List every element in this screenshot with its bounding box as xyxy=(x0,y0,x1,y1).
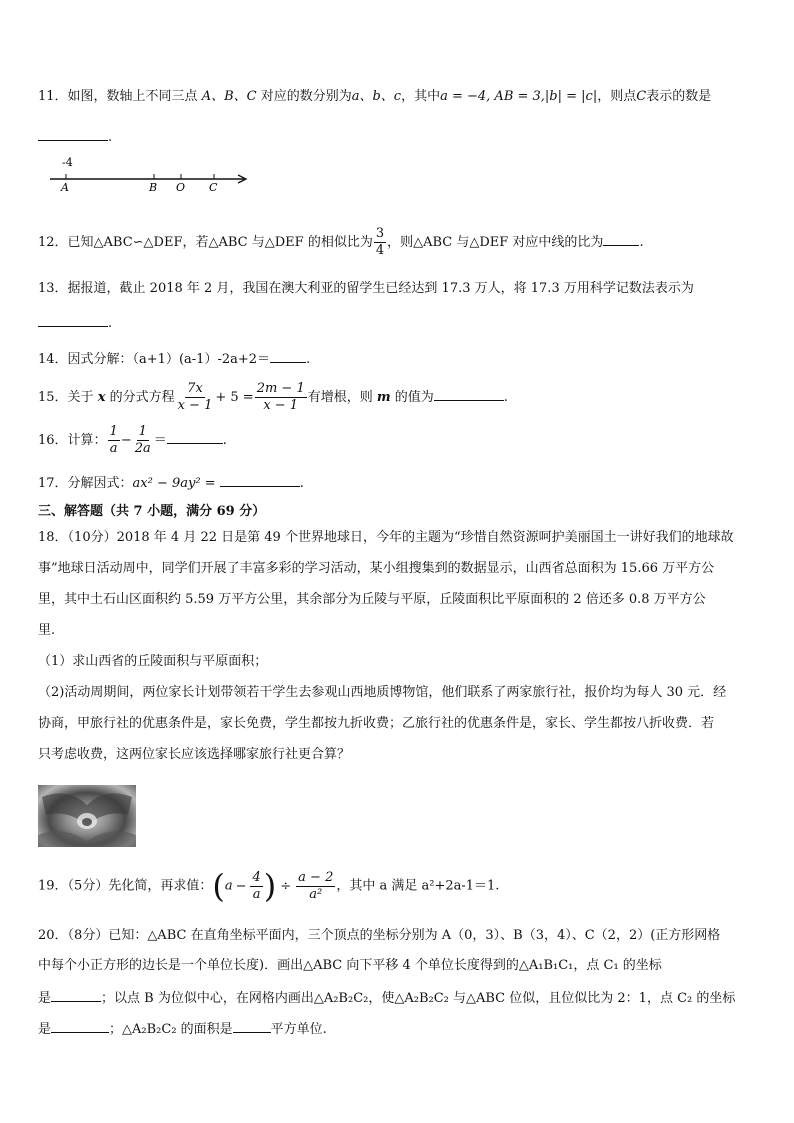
q15-var-m: m xyxy=(376,390,391,405)
q20-text-4b: ；△A₂B₂C₂ 的面积是 xyxy=(109,1022,233,1037)
q16-f2-num: 1 xyxy=(138,424,147,439)
question-16 xyxy=(38,421,227,461)
q16-answer-blank[interactable] xyxy=(167,430,223,444)
section-3-heading: 三、解答题（共 7 小题，满分 69 分） xyxy=(38,504,266,519)
q18-line-4: 里. xyxy=(38,623,56,638)
q19-f2-den: a² xyxy=(309,886,323,902)
q15-answer-blank[interactable] xyxy=(434,387,504,401)
q15-fraction-2 xyxy=(255,381,307,414)
q18-part-1: （1）求山西省的丘陵面积与平原面积； xyxy=(38,654,268,669)
q19-text-b: ，其中 a 满足 a²+2a-1＝1. xyxy=(336,878,500,894)
q20-line-4 xyxy=(38,1019,327,1039)
axis-label-c: C xyxy=(209,181,218,194)
q18-part-2-line-2: 协商，甲旅行社的优惠条件是，家长免费，学生都按九折收费；乙旅行社的优惠条件是，家长、学生都按八折收费．若 xyxy=(38,716,715,731)
museum-photo xyxy=(38,785,136,847)
question-18 xyxy=(38,522,768,770)
q12-frac-num: 3 xyxy=(375,226,385,241)
q20-text-4a: 是 xyxy=(38,1022,52,1037)
q12-tail: . xyxy=(639,235,644,250)
q19-fraction-2 xyxy=(296,870,335,903)
q20-line-1: 20．（8分）已知：△ABC 在直角坐标平面内，三个顶点的坐标分别为 A（0，3）、B（3，4）、C（2，2）(正方形网格 xyxy=(38,928,721,943)
q16-f2-den: 2a xyxy=(134,441,151,456)
q15-tail: . xyxy=(503,390,508,405)
q11-text-d: ，则点 xyxy=(597,89,637,104)
q11-tail: . xyxy=(108,130,113,145)
q15-var-x: x xyxy=(97,390,106,405)
q11-condition: a = −4, AB = 3,|b| = |c| xyxy=(440,89,598,104)
q19-left-paren: ( xyxy=(212,867,225,905)
axis-label-a: A xyxy=(61,181,69,194)
q15-text: 15．关于 xyxy=(38,390,98,405)
q16-fraction-2 xyxy=(133,424,153,457)
q12-answer-blank[interactable] xyxy=(603,232,639,246)
q14-tail: . xyxy=(306,352,311,367)
q11-text-b: 对应的数分别为 xyxy=(256,89,352,104)
q13-tail: . xyxy=(108,316,113,331)
q16-tail: . xyxy=(222,433,227,448)
q11-text-e: 表示的数是 xyxy=(646,89,712,104)
q19-f2-num: a − 2 xyxy=(298,869,334,885)
q15-text-c: 有增根，则 xyxy=(307,390,377,405)
q17-answer-blank[interactable] xyxy=(220,473,300,487)
q20-blank-c2[interactable] xyxy=(51,1019,109,1033)
question-15 xyxy=(38,378,508,418)
q15-fraction-1 xyxy=(176,381,215,414)
q11-point-c: C xyxy=(636,89,647,104)
q17-text: 17．分解因式： xyxy=(38,476,133,491)
number-line-figure xyxy=(44,155,254,195)
q18-part-2-line-1: （2)活动周期间，两位家长计划带领若干学生去参观山西地质博物馆，他们联系了两家旅行社，报价均为每人 30 元．经 xyxy=(38,685,727,700)
q16-f1-den: a xyxy=(109,441,118,456)
q12-frac-den: 4 xyxy=(375,243,385,258)
question-14 xyxy=(38,349,310,369)
q11-text: 11．如图，数轴上不同三点 xyxy=(38,89,202,104)
q18-line-1: 18．（10分）2018 年 4 月 22 日是第 49 个世界地球日，今年的主题为“珍惜自然资源呵护美丽国土一讲好我们的地球故 xyxy=(38,530,734,545)
axis-label-b: B xyxy=(149,181,158,194)
q20-line-3 xyxy=(38,988,735,1008)
question-19 xyxy=(38,860,499,913)
q15-text-d: 的值为 xyxy=(390,390,434,405)
q16-text: 16．计算： xyxy=(38,433,107,448)
q19-f1-den: a xyxy=(252,886,261,902)
q15-mid: + 5 = xyxy=(215,390,254,405)
q18-line-3: 里，其中土石山区面积约 5.59 万平方公里，其余部分为丘陵与平原，丘陵面积比平原面积的 2 倍还多 0.8 万平方公 xyxy=(38,592,706,607)
q19-var-a: a xyxy=(224,878,233,894)
q19-text: 19．（5分）先化简，再求值： xyxy=(38,878,213,894)
question-11 xyxy=(38,88,711,106)
question-17 xyxy=(38,473,304,493)
q11-points: A、B、C xyxy=(201,89,257,104)
q15-f1-num: 7x xyxy=(187,381,203,396)
q18-part-2-line-3: 只考虑收费，这两位家长应该选择哪家旅行社更合算？ xyxy=(38,747,351,762)
q11-answer-blank[interactable] xyxy=(38,127,108,141)
q19-div: ÷ xyxy=(280,878,292,894)
axis-top-label: -4 xyxy=(62,156,73,169)
q16-f1-num: 1 xyxy=(109,424,118,439)
q13-text: 13．据报道，截止 2018 年 2 月，我国在澳大利亚的留学生已经达到 17.3 万人，将 17.3 万用科学记数法表示为 xyxy=(38,281,694,296)
q12-ratio-fraction xyxy=(374,226,386,259)
q18-line-2: 事”地球日活动周中，同学们开展了丰富多彩的学习活动，某小组搜集到的数据显示，山西省总面积为 15.66 万平方公 xyxy=(38,561,715,576)
q11-vars: a、b、c xyxy=(351,89,402,104)
q15-text-b: 的分式方程 xyxy=(105,390,175,405)
q11-text-c: ，其中 xyxy=(401,89,441,104)
q20-line-2: 中每个小正方形的边长是一个单位长度)．画出△ABC 向下平移 4 个单位长度得到的△A₁B₁C₁，点 C₁ 的坐标 xyxy=(38,958,662,973)
q20-text-4c: 平方单位. xyxy=(270,1022,327,1037)
q19-fraction-1 xyxy=(250,870,262,903)
q15-f2-den: x − 1 xyxy=(263,398,299,413)
q19-right-paren: ) xyxy=(263,867,277,905)
q11-answer-line xyxy=(38,127,112,147)
q19-f1-num: 4 xyxy=(252,869,261,885)
q20-blank-area[interactable] xyxy=(233,1019,271,1033)
q13-answer-line xyxy=(38,313,112,333)
q14-answer-blank[interactable] xyxy=(270,349,306,363)
q16-fraction-1 xyxy=(108,424,120,457)
q19-minus: − xyxy=(235,878,247,894)
axis-label-o: O xyxy=(176,181,186,194)
q20-text-3b: ；以点 B 为位似中心，在网格内画出△A₂B₂C₂，使△A₂B₂C₂ 与△ABC 位似，且位似比为 2：1，点 C₂ 的坐标 xyxy=(101,991,736,1006)
q12-text-b: ，则△ABC 与△DEF 对应中线的比为 xyxy=(387,235,604,250)
q17-tail: . xyxy=(299,476,304,491)
photo-texture xyxy=(38,785,136,847)
q16-eq: ＝ xyxy=(153,433,167,448)
q13-answer-blank[interactable] xyxy=(38,313,108,327)
q15-f1-den: x − 1 xyxy=(177,398,213,413)
q17-expression: ax² − 9ay² = xyxy=(132,476,216,491)
q14-text: 14．因式分解：（a+1）(a-1）-2a+2＝ xyxy=(38,352,271,367)
question-12 xyxy=(38,226,644,260)
q15-f2-num: 2m − 1 xyxy=(256,381,305,396)
q12-text: 12．已知△ABC∽△DEF，若△ABC 与△DEF 的相似比为 xyxy=(38,235,373,250)
question-13 xyxy=(38,280,694,298)
q20-text-3a: 是 xyxy=(38,991,52,1006)
q20-blank-c1[interactable] xyxy=(51,988,101,1002)
q16-minus: − xyxy=(120,433,132,448)
